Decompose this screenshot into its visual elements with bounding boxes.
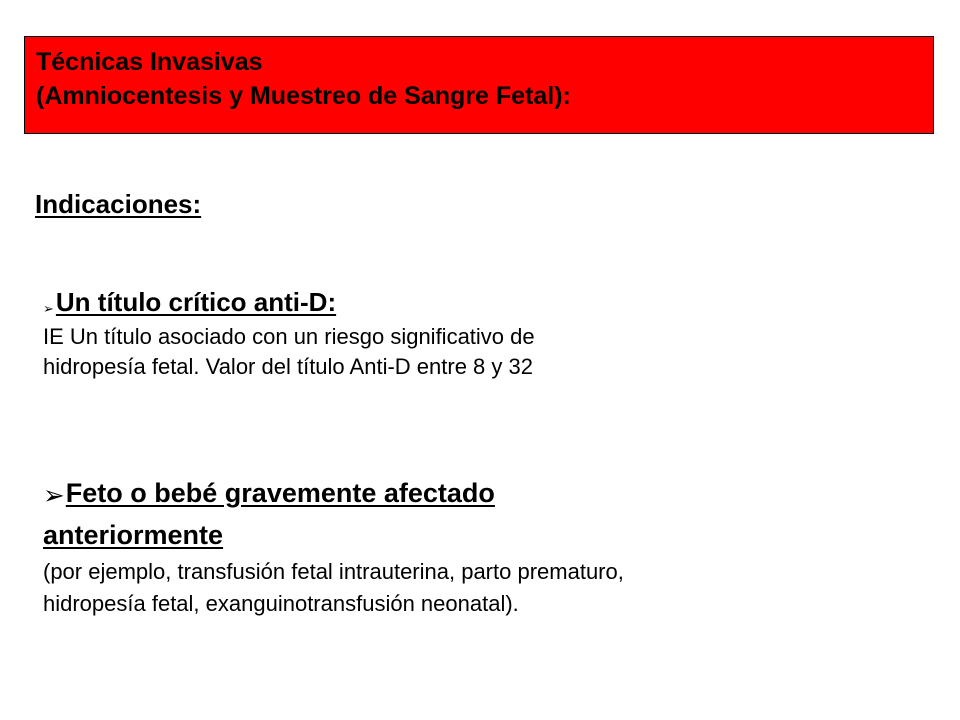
arrow-bullet-icon: ➢ — [43, 300, 54, 316]
bullet-body-line-1: (por ejemplo, transfusión fetal intrauterina, parto prematuro, — [43, 559, 624, 584]
title-line-2: (Amniocentesis y Muestreo de Sangre Fetal): — [36, 82, 571, 110]
bullet-body-line-2: hidropesía fetal. Valor del título Anti-D entre 8 y 32 — [43, 354, 533, 379]
bullet-heading-line-1: Feto o bebé gravemente afectado — [65, 478, 495, 508]
bullet-heading-row — [43, 472, 624, 514]
bullet-body-line-2: hidropesía fetal, exanguinotransfusión neonatal). — [43, 591, 519, 616]
bullet-body-line-1: IE Un título asociado con un riesgo significativo de — [43, 324, 535, 349]
bullet-item-previous-affected — [43, 472, 624, 620]
bullet-heading: Un título crítico anti-D: — [55, 287, 337, 317]
bullet-heading-line-2: anteriormente — [43, 520, 224, 550]
title-line-1: Técnicas Invasivas — [36, 48, 263, 76]
arrow-bullet-icon: ➢ — [43, 480, 65, 511]
title-banner — [24, 36, 934, 134]
bullet-item-critical-titer — [43, 282, 535, 382]
indicaciones-heading: Indicaciones: — [35, 189, 202, 219]
bullet-heading-row — [43, 282, 535, 322]
